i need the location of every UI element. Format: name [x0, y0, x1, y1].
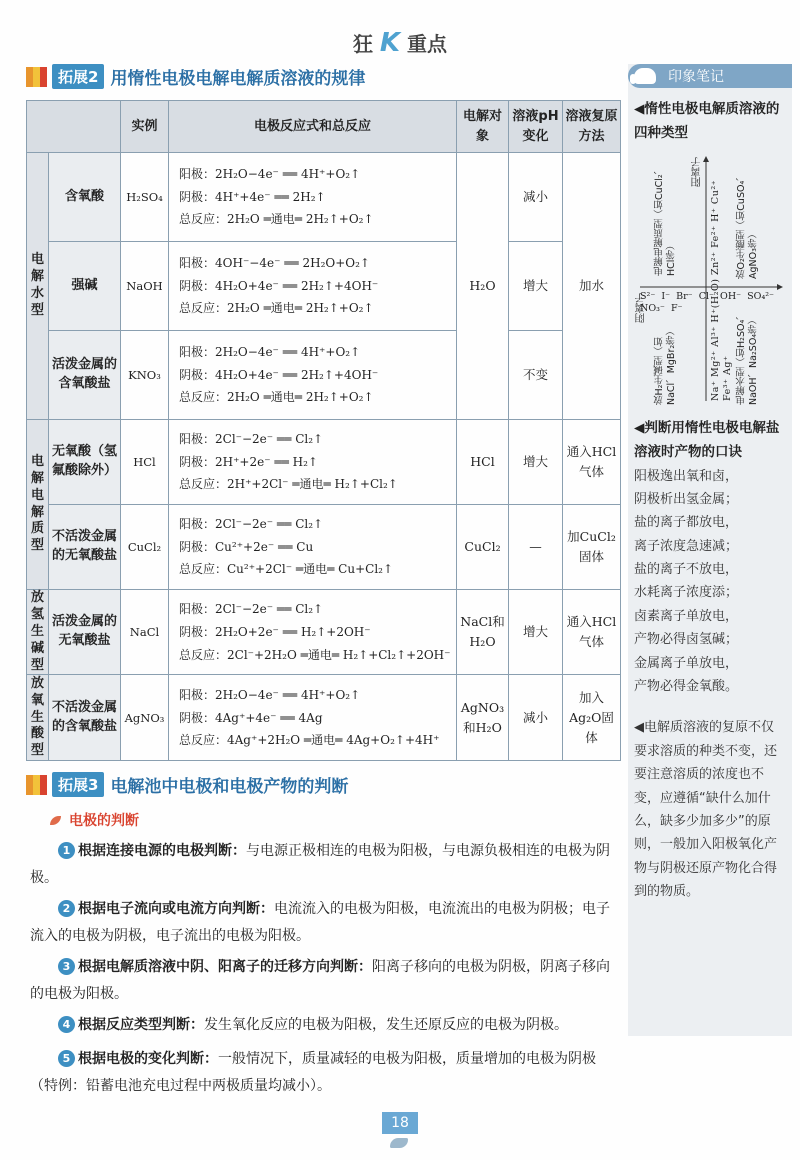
example-cell: NaOH	[121, 242, 169, 331]
subtype-label: 强碱	[49, 242, 121, 331]
brand-k-logo: K	[379, 28, 401, 58]
object-cell: CuCl₂	[457, 505, 509, 590]
sidebar-header	[628, 64, 792, 88]
header-reaction: 电极反应式和总反应	[169, 101, 457, 153]
object-cell: H₂O	[457, 153, 509, 420]
anode-reaction: 阳极：2H₂O−4e⁻ ══ 4H⁺+O₂↑	[179, 166, 361, 181]
reaction-cell	[169, 242, 457, 331]
quadrant-hydrogen-base-type: 放H₂生碱型（如NaCl、MgBr₂等）	[654, 326, 677, 406]
ph-cell: 增大	[509, 590, 563, 675]
anode-reaction: 阳极：2Cl⁻−2e⁻ ══ Cl₂↑	[179, 516, 324, 531]
ph-cell: 减小	[509, 675, 563, 761]
cation-sequence: Na⁺ Mg²⁺ Al³⁺ H⁺(H₂O) Zn²⁺ Fe²⁺ H⁺ Cu²⁺ Fe³⁺ Ag⁺	[710, 180, 733, 402]
header-example: 实例	[121, 101, 169, 153]
paragraph	[30, 896, 620, 949]
mnemonic-line: 阳极逸出氧和卤，	[634, 468, 739, 484]
elephant-icon	[634, 68, 656, 84]
anode-reaction: 阳极：2Cl⁻−2e⁻ ══ Cl₂↑	[179, 431, 324, 446]
cation-axis-label: 阳离子	[692, 157, 703, 188]
restore-cell: 加入Ag₂O固体	[563, 675, 621, 761]
overall-reaction: 总反应：2H₂O ═通电═ 2H₂↑+O₂↑	[179, 212, 374, 227]
example-cell: HCl	[121, 420, 169, 505]
brand-text-left: 狂	[352, 32, 373, 56]
paragraph	[30, 1046, 620, 1099]
group-label: 放氢生碱型	[27, 590, 49, 675]
table-row	[27, 420, 621, 505]
restore-cell: 通入HCl气体	[563, 420, 621, 505]
quadrant-oxygen-acid-type: 放O₂生酸型（如CuSO₄、AgNO₃等）	[736, 171, 759, 280]
section-heading-2	[26, 64, 365, 89]
example-cell: AgNO₃	[121, 675, 169, 761]
header-restore: 溶液复原方法	[563, 101, 621, 153]
overall-reaction: 总反应：2Cl⁻+2H₂O ═通电═ H₂↑+Cl₂↑+2OH⁻	[179, 647, 451, 662]
cathode-reaction: 阴极：Cu²⁺+2e⁻ ══ Cu	[179, 539, 314, 554]
page-header-brand	[0, 28, 800, 58]
note-restoration: ◀电解质溶液的复原不仅要求溶质的种类不变，还要注意溶质的浓度也不变，应遵循“缺什么加什么，缺多少加多少”的原则，一般加入阳极氧化产物与阴极还原产物化合得到的物质。	[634, 720, 778, 900]
object-cell: AgNO₃和H₂O	[457, 675, 509, 761]
quadrant-electrolyte-type: 电解电解质型（如CuCl₂、HCl等）	[654, 165, 677, 277]
restore-cell: 通入HCl气体	[563, 590, 621, 675]
reaction-cell	[169, 505, 457, 590]
restore-cell: 加水	[563, 153, 621, 420]
paragraph-text: 发生氧化反应的电极为阳极，发生还原反应的电极为阴极。	[204, 1017, 568, 1033]
mnemonic-line: 盐的离子不放电，	[634, 562, 739, 578]
example-cell: KNO₃	[121, 331, 169, 420]
anode-reaction: 阳极：2Cl⁻−2e⁻ ══ Cl₂↑	[179, 602, 324, 617]
table-row	[27, 242, 621, 331]
number-badge: 4	[58, 1016, 75, 1033]
example-cell: NaCl	[121, 590, 169, 675]
reaction-cell	[169, 331, 457, 420]
object-cell: HCl	[457, 420, 509, 505]
anion-sequence: S²⁻ I⁻ Br⁻ Cl⁻ OH⁻ SO₄²⁻ NO₃⁻ F⁻	[640, 291, 775, 315]
ph-cell: 减小	[509, 153, 563, 242]
sidebar-title: 印象笔记	[668, 69, 724, 85]
paragraph-lead: 根据电极的变化判断：	[78, 1051, 218, 1067]
paragraph	[30, 1012, 620, 1039]
paragraph-lead: 根据连接电源的电极判断：	[78, 843, 246, 859]
cathode-reaction: 阴极：2H₂O+2e⁻ ══ H₂↑+2OH⁻	[179, 624, 371, 639]
example-cell: H₂SO₄	[121, 153, 169, 242]
table-row	[27, 590, 621, 675]
page-number: 18	[382, 1112, 418, 1134]
paragraph-text: 一般情况下，质量减轻的电极为阳极，质量增加的电极为阴极（特例：铅蓄电池充电过程中两极质量均减小）。	[30, 1051, 596, 1094]
reaction-cell	[169, 675, 457, 761]
subtype-label: 不活泼金属的无氧酸盐	[49, 505, 121, 590]
book-icon	[26, 67, 48, 87]
cathode-reaction: 阴极：4H⁺+4e⁻ ══ 2H₂↑	[179, 189, 326, 204]
ph-cell: 增大	[509, 420, 563, 505]
cathode-reaction: 阴极：2H⁺+2e⁻ ══ H₂↑	[179, 454, 318, 469]
paragraph-text: 阳离子移向的电极为阴极，阴离子移向的电极为阳极。	[30, 959, 610, 1002]
mnemonic-line: 产物必得卤氢碱；	[634, 632, 739, 648]
number-badge: 1	[58, 842, 75, 859]
paragraph-lead: 根据反应类型判断：	[78, 1017, 204, 1033]
mnemonic-line: 离子浓度急速减；	[634, 538, 739, 554]
ph-cell: —	[509, 505, 563, 590]
cathode-reaction: 阴极：4H₂O+4e⁻ ══ 2H₂↑+4OH⁻	[179, 278, 379, 293]
cathode-reaction: 阴极：4H₂O+4e⁻ ══ 2H₂↑+4OH⁻	[179, 367, 379, 382]
subtype-label: 无氧酸（氢氟酸除外）	[49, 420, 121, 505]
paragraph-text: 电流流入的电极为阳极，电流流出的电极为阴极；电子流入的电极为阴极，电子流出的电极为阳极。	[30, 901, 610, 944]
subheading-electrode-judgement	[50, 810, 139, 830]
reaction-cell	[169, 153, 457, 242]
paragraph-lead: 根据电子流向或电流方向判断：	[78, 901, 274, 917]
table-row	[27, 675, 621, 761]
cathode-reaction: 阴极：4Ag⁺+4e⁻ ══ 4Ag	[179, 710, 323, 725]
ion-discharge-diagram	[632, 151, 788, 407]
ph-cell: 增大	[509, 242, 563, 331]
overall-reaction: 总反应：2H₂O ═通电═ 2H₂↑+O₂↑	[179, 390, 374, 405]
overall-reaction: 总反应：4Ag⁺+2H₂O ═通电═ 4Ag+O₂↑+4H⁺	[179, 733, 440, 748]
mnemonic-line: 水耗离子浓度添；	[634, 585, 739, 601]
ph-cell: 不变	[509, 331, 563, 420]
note-title-mnemonic: ◀判断用惰性电极电解盐溶液时产物的口诀	[634, 420, 780, 460]
group-label: 电解电解质型	[27, 420, 49, 590]
mnemonic-line: 阴极析出氢金属；	[634, 491, 739, 507]
bird-icon	[390, 1138, 408, 1148]
subtype-label: 活泼金属的含氧酸盐	[49, 331, 121, 420]
section-title: 用惰性电极电解电解质溶液的规律	[110, 69, 366, 89]
paragraph-text: 与电源正极相连的电极为阳极，与电源负极相连的电极为阴极。	[30, 843, 610, 886]
table-header-row	[27, 101, 621, 153]
example-cell: CuCl₂	[121, 505, 169, 590]
number-badge: 5	[58, 1050, 75, 1067]
overall-reaction: 总反应：Cu²⁺+2Cl⁻ ═通电═ Cu+Cl₂↑	[179, 562, 394, 577]
overall-reaction: 总反应：2H₂O ═通电═ 2H₂↑+O₂↑	[179, 301, 374, 316]
reaction-cell	[169, 420, 457, 505]
overall-reaction: 总反应：2H⁺+2Cl⁻ ═通电═ H₂↑+Cl₂↑	[179, 477, 398, 492]
quadrant-water-type: 电解水型（如H₂SO₄、NaOH、Na₂SO₄等）	[736, 310, 759, 406]
section-heading-3	[26, 772, 348, 797]
book-icon	[26, 775, 48, 795]
subtype-label: 含氧酸	[49, 153, 121, 242]
anode-reaction: 阳极：2H₂O−4e⁻ ══ 4H⁺+O₂↑	[179, 344, 361, 359]
table-row	[27, 331, 621, 420]
mnemonic-line: 金属离子单放电，	[634, 655, 739, 671]
mnemonic-line: 卤素离子单放电，	[634, 608, 739, 624]
table-row	[27, 153, 621, 242]
electrolysis-rules-table	[26, 100, 621, 761]
header-object: 电解对象	[457, 101, 509, 153]
restore-cell: 加CuCl₂固体	[563, 505, 621, 590]
leaf-icon	[50, 816, 61, 825]
group-label: 放氧生酸型	[27, 675, 49, 761]
group-label: 电解水型	[27, 153, 49, 420]
header-ph: 溶液pH变化	[509, 101, 563, 153]
reaction-cell	[169, 590, 457, 675]
subheading-text: 电极的判断	[69, 813, 139, 829]
number-badge: 2	[58, 900, 75, 917]
anode-reaction: 阳极：2H₂O−4e⁻ ══ 4H⁺+O₂↑	[179, 687, 361, 702]
brand-text-right: 重点	[407, 32, 448, 56]
object-cell: NaCl和H₂O	[457, 590, 509, 675]
anode-reaction: 阳极：4OH⁻−4e⁻ ══ 2H₂O+O₂↑	[179, 255, 370, 270]
note-title-types: ◀惰性电极电解质溶液的四种类型	[634, 101, 780, 141]
table-row	[27, 505, 621, 590]
number-badge: 3	[58, 958, 75, 975]
mnemonic-line: 产物必得金氧酸。	[634, 679, 739, 695]
paragraph	[30, 838, 620, 891]
subtype-label: 不活泼金属的含氧酸盐	[49, 675, 121, 761]
anion-axis-label: 阴离子	[636, 293, 647, 324]
paragraph	[30, 954, 620, 1007]
mnemonic-lines	[628, 465, 792, 699]
section-tag: 拓展3	[52, 772, 104, 797]
paragraph-lead: 根据电解质溶液中阴、阳离子的迁移方向判断：	[78, 959, 372, 975]
section-title: 电解池中电极和电极产物的判断	[110, 777, 349, 797]
section-tag: 拓展2	[52, 64, 104, 89]
impression-notes-sidebar	[628, 64, 792, 1036]
subtype-label: 活泼金属的无氧酸盐	[49, 590, 121, 675]
mnemonic-line: 盐的离子都放电，	[634, 515, 739, 531]
